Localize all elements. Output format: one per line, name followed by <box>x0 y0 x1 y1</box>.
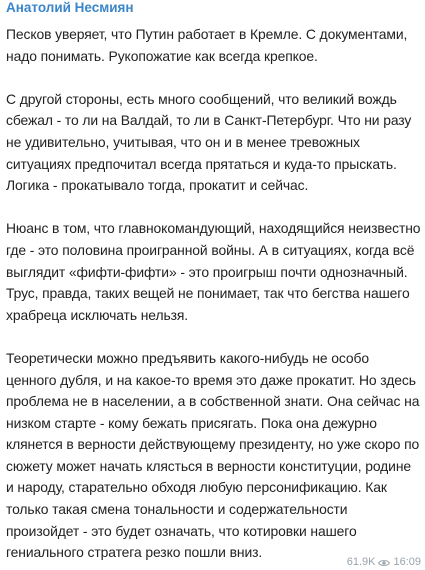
author-name[interactable]: Анатолий Несмиян <box>6 0 134 15</box>
message-meta <box>347 556 421 568</box>
message-text <box>6 24 421 564</box>
message-paragraph-3: Нюанс в том, что главнокомандующий, находящийся неизвестно где - это половина проигранной войны. А в ситуациях, когда всё выглядит «фифти-фифти» - это проигрыш почти однозначный. Трус, правда, таких вещей не понимает, так что бегства нашего храбреца исключать нельзя. <box>6 220 421 323</box>
view-count: 61.9K <box>346 556 376 568</box>
message-paragraph-4: Теоретически можно предъявить какого-нибудь не особо ценного дубля, и на какое-то время это даже прокатит. Но здесь проблема не в населении, а в собственной знати. Она сейчас на низком старте - кому бежать присягать. Пока она дежурно клянется в верности действующему президенту, но уже скоро по сюжету может начать клясться в верности конституции, родине и народу, старательно обходя любую персонификацию. Как только такая смена тональности и содержательности произойдет - это будет означать, что котировки нашего гениального стратега резко пошли вниз. <box>6 349 420 561</box>
message-paragraph-1: Песков уверяет, что Путин работает в Кремле. С документами, надо понимать. Рукопожатие как всегда крепкое. <box>6 26 408 64</box>
eye-icon <box>378 558 390 566</box>
message-paragraph-2: С другой стороны, есть много сообщений, что великий вождь сбежал - то ли на Валдай, то ли в Санкт-Петербург. Что ни разу не удивительно, учитывая, что он и в менее тревожных ситуациях предпочитал всегда прятаться и куда-то прыскать. Логика - прокатывало тогда, прокатит и сейчас. <box>6 90 412 194</box>
message-time: 16:09 <box>393 556 421 568</box>
